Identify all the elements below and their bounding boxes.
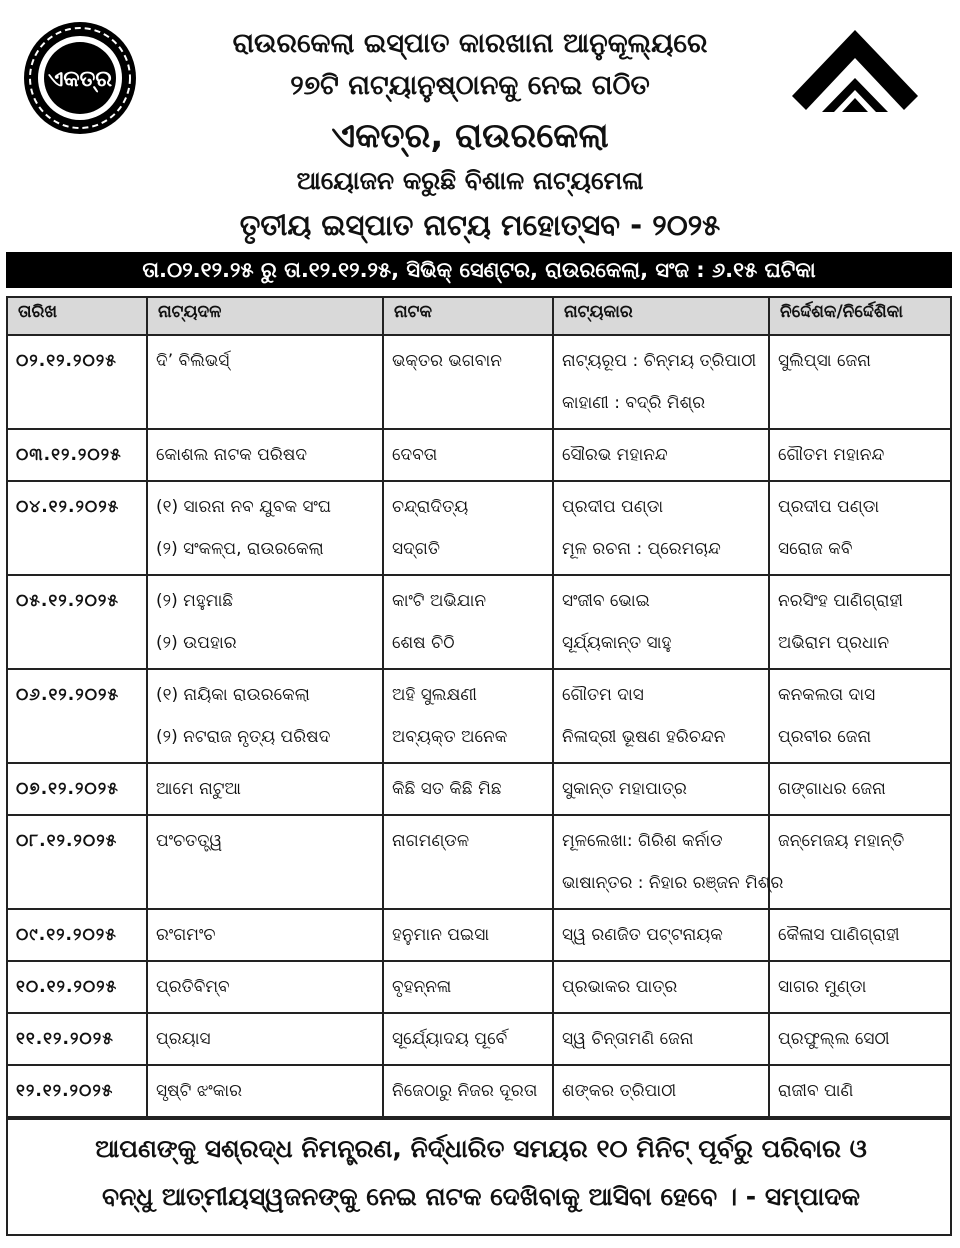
cell-date-text: ୦୯.୧୨.୨୦୨୫: [16, 925, 117, 945]
cell-playwright-text: ମୂଳ ରଚନା : ପ୍ରେମଚାନ୍ଦ: [562, 539, 721, 559]
cell-troupe: [147, 961, 383, 1013]
schedule-banner: ତା.୦୨.୧୨.୨୫ ରୁ ତା.୧୨.୧୨.୨୫, ସିଭିକ୍ ସେଣ୍ଟର, ରାଉରକେଲା, ସଂଜ : ୬.୧୫ ଘଟିକା: [6, 252, 952, 288]
header-play: ନାଟକ: [383, 297, 553, 335]
cell-playwright-text: ନାଟ୍ୟରୂପ : ଚିନ୍ମୟ ତ୍ରିପାଠୀ: [562, 351, 757, 371]
cell-director-text: ସରୋଜ କବି: [778, 539, 853, 559]
cell-play-text: ନାଗମଣ୍ଡଳ: [392, 831, 470, 851]
cell-troupe: [147, 815, 383, 909]
header-director: ନିର୍ଦ୍ଦେଶକ/ନିର୍ଦ୍ଦେଶିକା: [769, 297, 951, 335]
poster-header: [0, 0, 960, 248]
cell-troupe-text: କୋଶଲ ନାଟକ ପରିଷଦ: [156, 445, 308, 465]
cell-date: [7, 1065, 147, 1117]
invitation-footer: [6, 1118, 952, 1236]
cell-director-text: ପ୍ରଫୁଲ୍ଲ ସେଠୀ: [778, 1029, 890, 1049]
cell-director-text: ଅଭିରାମ ପ୍ରଧାନ: [778, 633, 890, 653]
cell-play: [383, 1065, 553, 1117]
cell-playwright: [553, 763, 769, 815]
cell-playwright: [553, 429, 769, 481]
cell-troupe-text: (୧) ସାରନା ନବ ଯୁବକ ସଂଘ: [156, 497, 332, 517]
invitation-line-1: ଆପଣଙ୍କୁ ସଶ୍ରଦ୍ଧ ନିମନ୍ତ୍ରଣ, ନିର୍ଦ୍ଧାରିତ ସମୟର ୧୦ ମିନିଟ୍ ପୂର୍ବରୁ ପରିବାର ଓ: [95, 1134, 867, 1163]
cell-playwright-text: ସୁକାନ୍ତ ମହାପାତ୍ର: [562, 779, 687, 799]
table-row: [7, 335, 951, 429]
header-line-2: ୨୭ଟି ନାଟ୍ୟାନୁଷ୍ଠାନକୁ ନେଇ ଗଠିତ: [290, 70, 650, 101]
cell-play-text: କାଂଟି ଅଭିଯାନ: [392, 591, 487, 611]
logo-text: ଏକତ୍ର: [47, 67, 113, 92]
cell-date: [7, 335, 147, 429]
cell-date-text: ୧୦.୧୨.୨୦୨୫: [16, 977, 118, 997]
cell-playwright: [553, 669, 769, 763]
cell-date: [7, 815, 147, 909]
cell-date-text: ୦୨.୧୨.୨୦୨୫: [16, 351, 117, 371]
table-row: [7, 1065, 951, 1117]
cell-director-text: ପ୍ରବୀର ଜେନା: [778, 727, 872, 747]
header-playwright: ନାଟ୍ୟକାର: [553, 297, 769, 335]
cell-play-text: ଅବ୍ୟକ୍ତ ଅନେକ: [392, 727, 508, 747]
cell-play: [383, 909, 553, 961]
cell-playwright-text: ସଂଜୀବ ଭୋଇ: [562, 591, 650, 611]
cell-date: [7, 481, 147, 575]
cell-troupe-text: (୨) ଉପହାର: [156, 633, 237, 653]
cell-date: [7, 763, 147, 815]
cell-play: [383, 669, 553, 763]
cell-playwright-text: ଭାଷାନ୍ତର : ନିହାର ରଞ୍ଜନ ମିଶ୍ର: [562, 873, 784, 893]
cell-date-text: ୦୮.୧୨.୨୦୨୫: [16, 831, 118, 851]
table-row: [7, 481, 951, 575]
cell-play-text: ବୃହନ୍ନଳା: [392, 977, 452, 997]
cell-play-text: ନିଜେଠାରୁ ନିଜର ଦୂରତା: [392, 1081, 538, 1101]
cell-play: [383, 815, 553, 909]
cell-date: [7, 575, 147, 669]
header-date: ତାରିଖ: [7, 297, 147, 335]
cell-troupe: [147, 481, 383, 575]
cell-director-text: ପ୍ରଦୀପ ପଣ୍ଡା: [778, 497, 880, 517]
cell-playwright: [553, 575, 769, 669]
cell-playwright-text: ପ୍ରଭାକର ପାତ୍ର: [562, 977, 678, 997]
cell-date-text: ୧୧.୧୨.୨୦୨୫: [16, 1029, 114, 1049]
header-line-4: ଆୟୋଜନ କରୁଛି ବିଶାଳ ନାଟ୍ୟମେଳା: [296, 166, 644, 195]
organisation-name: ଏକତ୍ର, ରାଉରକେଲା: [331, 116, 609, 156]
header-line-1: ରାଉରକେଲା ଇସ୍ପାତ କାରଖାନା ଆନୁକୂଲ୍ୟରେ: [232, 28, 708, 59]
festival-title: ତୃତୀୟ ଇସ୍ପାତ ନାଟ୍ୟ ମହୋତ୍ସବ - ୨୦୨୫: [239, 208, 721, 242]
cell-play-text: ସୂର୍ଯ୍ୟୋଦୟ ପୂର୍ବେ: [392, 1029, 508, 1049]
table-row: [7, 961, 951, 1013]
table-row: [7, 909, 951, 961]
cell-director: [769, 763, 951, 815]
cell-play: [383, 429, 553, 481]
cell-play-text: ଦେବତା: [392, 445, 438, 465]
cell-play: [383, 575, 553, 669]
cell-play-text: ଚନ୍ଦ୍ରାଦିତ୍ୟ: [392, 497, 469, 517]
cell-director: [769, 575, 951, 669]
cell-date-text: ୦୫.୧୨.୨୦୨୫: [16, 591, 120, 611]
cell-play: [383, 961, 553, 1013]
cell-troupe: [147, 669, 383, 763]
cell-playwright-text: ସୂର୍ଯ୍ୟକାନ୍ତ ସାହୁ: [562, 633, 672, 653]
table-row: [7, 669, 951, 763]
cell-director: [769, 1013, 951, 1065]
schedule-body: [7, 335, 951, 1117]
cell-playwright: [553, 909, 769, 961]
cell-date: [7, 429, 147, 481]
cell-director: [769, 669, 951, 763]
cell-troupe-text: ପଂଚତତ୍ତ୍ୱ: [156, 831, 223, 851]
cell-troupe-text: ପ୍ରତିବିମ୍ବ: [156, 977, 230, 997]
cell-play: [383, 481, 553, 575]
invitation-line-2: ବନ୍ଧୁ ଆତ୍ମୀୟସ୍ୱଜନଙ୍କୁ ନେଇ ନାଟକ ଦେଖିବାକୁ ଆସିବା ହେବେ । - ସମ୍ପାଦକ: [102, 1182, 860, 1211]
cell-troupe-text: ଦି’ ବିଲିଭର୍ସ୍: [156, 351, 230, 371]
table-row: [7, 763, 951, 815]
cell-troupe-text: (୨) ମହୁମାଛି: [156, 591, 234, 611]
cell-date: [7, 909, 147, 961]
cell-troupe-text: ପ୍ରୟାସ: [156, 1029, 211, 1049]
cell-director-text: ସାଗର ମୁଣ୍ଡା: [778, 977, 867, 997]
cell-date: [7, 669, 147, 763]
cell-director-text: କୈଳାସ ପାଣିଗ୍ରାହୀ: [778, 925, 900, 945]
cell-date-text: ୦୪.୧୨.୨୦୨୫: [16, 497, 120, 517]
cell-play-text: ହନୁମାନ ପଇସା: [392, 925, 490, 945]
table-row: [7, 815, 951, 909]
cell-director: [769, 815, 951, 909]
table-header-row: [7, 297, 951, 335]
cell-play-text: ସଦ୍‌ଗତି: [392, 539, 440, 559]
cell-playwright: [553, 961, 769, 1013]
cell-playwright: [553, 1013, 769, 1065]
cell-date: [7, 1013, 147, 1065]
cell-play: [383, 335, 553, 429]
cell-troupe-text: ଆମେ ନାଟୁଆ: [156, 779, 241, 799]
cell-play-text: କିଛି ସତ କିଛି ମିଛ: [392, 779, 502, 799]
header-troupe: ନାଟ୍ୟଦଳ: [147, 297, 383, 335]
table-row: [7, 575, 951, 669]
cell-director-text: ନରସିଂହ ପାଣିଗ୍ରାହୀ: [778, 591, 903, 611]
cell-director-text: ସୁଲିପ୍ସା ଜେନା: [778, 351, 871, 371]
cell-date-text: ୦୭.୧୨.୨୦୨୫: [16, 779, 119, 799]
cell-troupe: [147, 1013, 383, 1065]
cell-playwright: [553, 815, 784, 909]
cell-playwright-text: ସୌରଭ ମହାନନ୍ଦ: [562, 445, 668, 465]
table-row: [7, 429, 951, 481]
cell-troupe: [147, 909, 383, 961]
cell-director: [769, 961, 951, 1013]
cell-director: [769, 429, 951, 481]
cell-playwright-text: କାହାଣୀ : ବଦ୍ରି ମିଶ୍ର: [562, 393, 706, 413]
cell-date-text: ୦୩.୧୨.୨୦୨୫: [16, 445, 122, 465]
ekatra-logo: [22, 20, 138, 136]
cell-troupe: [147, 575, 383, 669]
cell-troupe-text: ସୃଷ୍ଟି ଝଂକାର: [156, 1081, 243, 1101]
cell-director: [769, 1065, 951, 1117]
table-row: [7, 1013, 951, 1065]
cell-play-text: ଭକ୍ତର ଭଗବାନ: [392, 351, 502, 371]
cell-troupe: [147, 1065, 383, 1117]
cell-director: [769, 909, 951, 961]
cell-playwright-text: ଶଙ୍କର ତ୍ରିପାଠୀ: [562, 1081, 677, 1101]
cell-play: [383, 1013, 553, 1065]
cell-date-text: ୦୬.୧୨.୨୦୨୫: [16, 685, 120, 705]
cell-troupe: [147, 429, 383, 481]
sail-logo: [792, 30, 918, 130]
cell-troupe-text: ରଂଗମଂଚ: [156, 925, 216, 945]
cell-director: [769, 481, 951, 575]
cell-playwright-text: ଗୌତମ ଦାସ: [562, 685, 644, 705]
cell-playwright-text: ପ୍ରଦୀପ ପଣ୍ଡା: [562, 497, 664, 517]
cell-date-text: ୧୨.୧୨.୨୦୨୫: [16, 1081, 114, 1101]
cell-troupe-text: (୨) ସଂକଳ୍ପ, ରାଉରକେଲା: [156, 539, 324, 559]
cell-play: [383, 763, 553, 815]
cell-director-text: କନକଲତା ଦାସ: [778, 685, 876, 705]
cell-director-text: ଗୌତମ ମହାନନ୍ଦ: [778, 445, 885, 465]
cell-director-text: ଗଙ୍ଗାଧର ଜେନା: [778, 779, 886, 799]
cell-director: [769, 335, 951, 429]
cell-playwright-text: ସ୍ୱ ରଣଜିତ ପଟ୍ଟନାୟକ: [562, 925, 723, 945]
cell-troupe: [147, 763, 383, 815]
cell-date: [7, 961, 147, 1013]
cell-director-text: ରାଜୀବ ପାଣି: [778, 1081, 854, 1101]
schedule-table: [6, 296, 952, 1118]
cell-playwright-text: ମୂଳଲେଖା: ଗିରିଶ କର୍ନାଡ: [562, 831, 723, 851]
cell-troupe-text: (୧) ନାୟିକା ରାଉରକେଲା: [156, 685, 310, 705]
cell-play-text: ଅହି ସୁଲକ୍ଷଣୀ: [392, 685, 477, 705]
cell-playwright-text: ସ୍ୱ ଚିନ୍ତାମଣି ଜେନା: [562, 1029, 694, 1049]
cell-director-text: ଜନ୍ମେଜୟ ମହାନ୍ତି: [778, 831, 905, 851]
cell-troupe-text: (୨) ନଟରାଜ ନୃତ୍ୟ ପରିଷଦ: [156, 727, 331, 747]
cell-playwright: [553, 1065, 769, 1117]
cell-playwright: [553, 481, 769, 575]
cell-playwright-text: ନିଳାଦ୍ରୀ ଭୂଷଣ ହରିଚନ୍ଦନ: [562, 727, 726, 747]
cell-troupe: [147, 335, 383, 429]
cell-playwright: [553, 335, 769, 429]
cell-play-text: ଶେଷ ଚିଠି: [392, 633, 455, 653]
